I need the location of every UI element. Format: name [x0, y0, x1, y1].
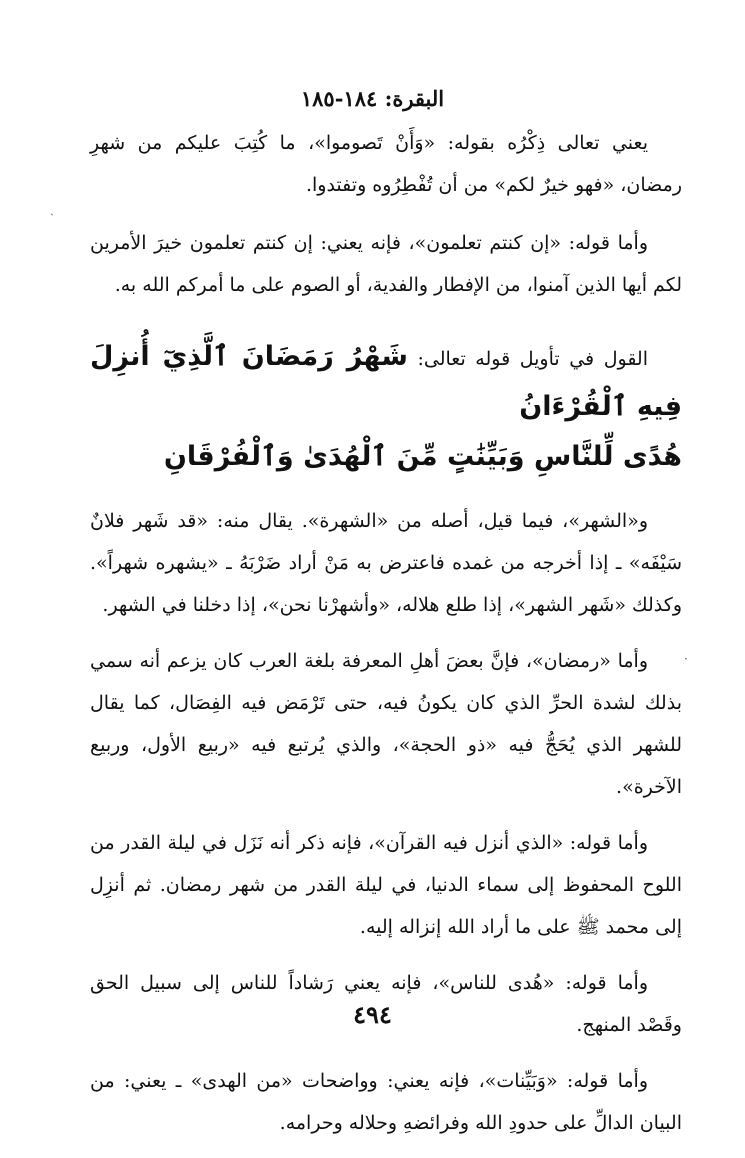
paragraph-5: وأما قوله: «الذي أنزل فيه القرآن»، فإنه ذكر أنه نَزَل في ليلة القدر من اللوح المحفوظ إلى سماء الدنيا، في ليلة القدر من شهر رمضان. ثم أنزِل إلى محمد ﷺ على ما أراد الله إنزاله إليه.	[90, 832, 682, 938]
paragraph-7: وأما قوله: «وَبَيِّنات»، فإنه يعني: وواضحات «من الهدى» ـ يعني: من البيان الدالِّ على حدودِ الله وفرائضهِ وحلاله وحرامه.	[90, 1070, 682, 1134]
page-number: ٤٩٤	[353, 1000, 392, 1029]
quran-verse-block	[90, 332, 682, 482]
running-header: البقرة: ١٨٤-١٨٥	[300, 86, 445, 111]
verse-intro: القول في تأويل قوله تعالى:	[417, 348, 648, 370]
verse-line-2: هُدًى لِّلنَّاسِ وَبَيِّنَٰتٍ مِّنَ ٱلْهُدَىٰ وَٱلْفُرْقَانِ	[163, 441, 682, 472]
scan-speck: ·	[684, 652, 688, 666]
paragraph-1: يعني تعالى ذِكْرُه بقوله: «وَأَنْ تَصوموا»، ما كُتِبَ عليكم من شهرِ رمضان، «فهو خيرٌ لكم» من أن تُفْطِرُوه وتفتدوا.	[90, 132, 682, 196]
scan-speck: ˎ	[50, 202, 54, 216]
paragraph-4: وأما «رمضان»، فإنَّ بعضَ أهلِ المعرفة بلغة العرب كان يزعم أنه سمي بذلك لشدة الحرِّ الذي كان يكونُ فيه، حتى تَرْمَض فيه الفِصَال، كما يقال للشهر الذي يُحَجُّ فيه «ذو الحجة»، والذي يُرتبع فيه «ربيع الأول، وربيع الآخرة».	[90, 650, 682, 798]
verse-heading	[90, 332, 682, 432]
verse-line-1: شَهْرُ رَمَضَانَ ٱلَّذِيٓ أُنزِلَ فِيهِ ٱلْقُرْءَانُ	[90, 341, 682, 422]
paragraph-2: وأما قوله: «إن كنتم تعلمون»، فإنه يعني: إن كنتم تعلمون خيرَ الأمرين لكم أيها الذين آمنوا، من الإفطار والفدية، أو الصوم على ما أمركم الله به.	[90, 232, 682, 296]
paragraph-6: وأما قوله: «هُدى للناس»، فإنه يعني رَشاداً للناس إلى سبيل الحق وقَصْد المنهج.	[90, 972, 682, 1036]
paragraph-3: و«الشهر»، فيما قيل، أصله من «الشهرة». يقال منه: «قد شَهر فلانٌ سَيْفَه» ـ إذا أخرجه من غمده فاعترض به مَنْ أراد ضَرْبَهُ ـ «يشهره شهراً». وكذلك «شَهر الشهر»، إذا طلع هلاله، «وأشهرْنا نحن»، إذا دخلنا في الشهر.	[90, 510, 682, 616]
